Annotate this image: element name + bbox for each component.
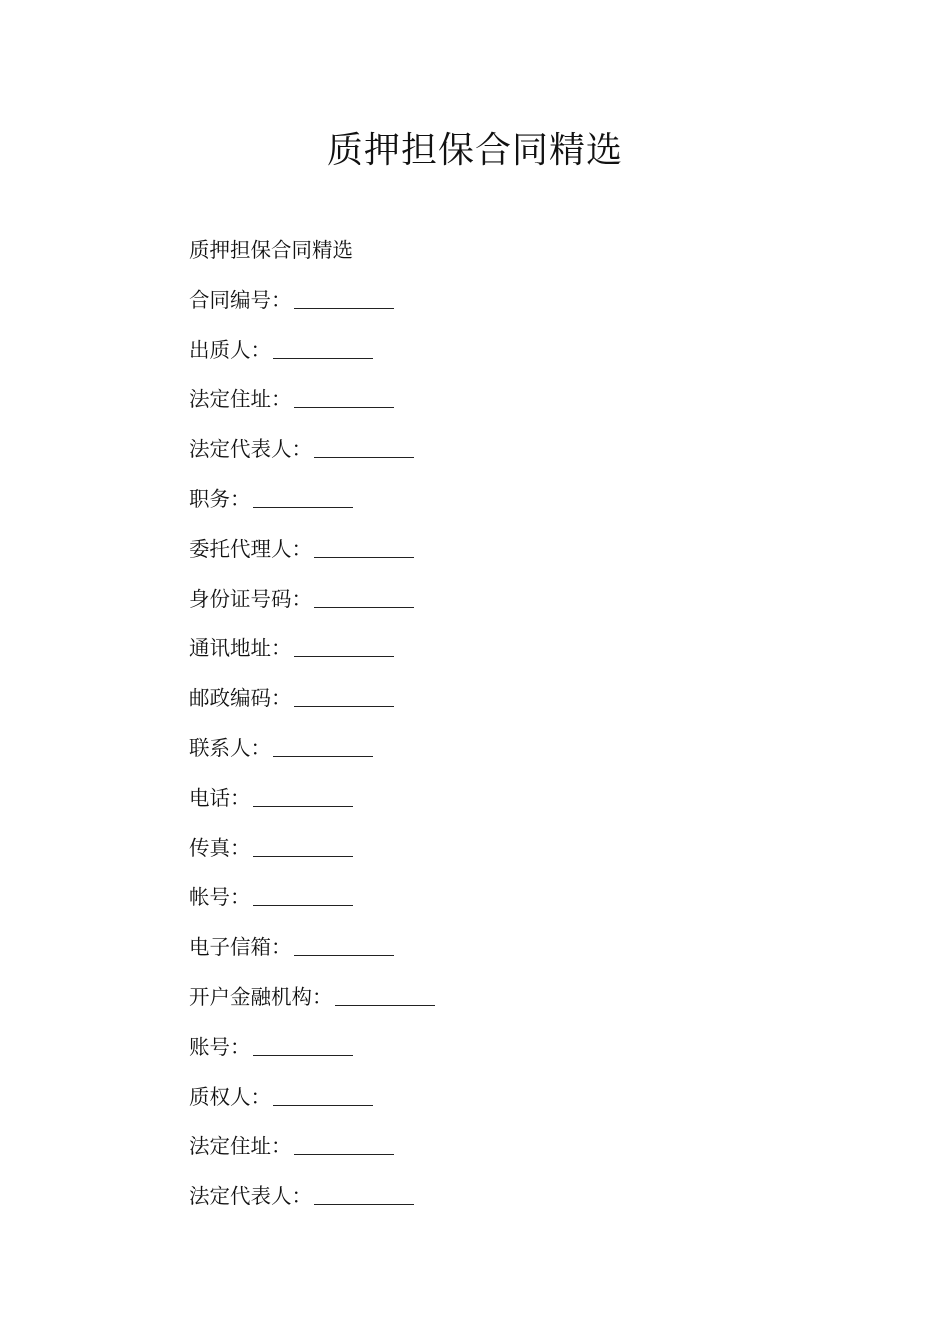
legal-representative-line: [189, 430, 829, 480]
line-label: 联系人：: [189, 735, 271, 760]
line-label: 通讯地址：: [189, 636, 292, 661]
fill-in-blank[interactable]: [314, 535, 414, 558]
account-number-line: [189, 1028, 829, 1078]
line-label: 合同编号：: [189, 287, 292, 312]
fill-in-blank[interactable]: [253, 883, 353, 906]
line-label: 电子信箱：: [189, 935, 292, 960]
account-line: [189, 878, 829, 928]
fill-in-blank[interactable]: [294, 1132, 394, 1155]
telephone-line: [189, 779, 829, 829]
id-number-line: [189, 580, 829, 630]
position-line: [189, 480, 829, 530]
pledgee-legal-representative-line: [189, 1177, 829, 1227]
postal-code-line: [189, 679, 829, 729]
line-label: 传真：: [189, 835, 251, 860]
line-label: 账号：: [189, 1034, 251, 1059]
fill-in-blank[interactable]: [314, 435, 414, 458]
line-label: 身份证号码：: [189, 586, 312, 611]
line-label: 法定住址：: [189, 1134, 292, 1159]
fill-in-blank[interactable]: [273, 734, 373, 757]
line-label: 电话：: [189, 785, 251, 810]
document-title: 质押担保合同精选: [326, 130, 623, 171]
email-line: [189, 928, 829, 978]
line-label: 质押担保合同精选: [189, 238, 353, 262]
fill-in-blank[interactable]: [273, 336, 373, 359]
fill-in-blank[interactable]: [273, 1083, 373, 1106]
fill-in-blank[interactable]: [294, 684, 394, 707]
fill-in-blank[interactable]: [294, 286, 394, 309]
fill-in-blank[interactable]: [253, 485, 353, 508]
line-label: 帐号：: [189, 885, 251, 910]
pledgee-line: [189, 1078, 829, 1128]
contact-person-line: [189, 729, 829, 779]
form-lines: [189, 231, 829, 1227]
fill-in-blank[interactable]: [294, 385, 394, 408]
bank-line: [189, 978, 829, 1028]
fill-in-blank[interactable]: [294, 634, 394, 657]
fill-in-blank[interactable]: [335, 983, 435, 1006]
fill-in-blank[interactable]: [294, 933, 394, 956]
document-subtitle: [189, 231, 829, 281]
fax-line: [189, 829, 829, 879]
line-label: 职务：: [189, 486, 251, 511]
line-label: 邮政编码：: [189, 686, 292, 711]
fill-in-blank[interactable]: [314, 1182, 414, 1205]
line-label: 法定住址：: [189, 387, 292, 412]
line-label: 法定代表人：: [189, 1184, 312, 1209]
legal-address-line: [189, 380, 829, 430]
pledgee-legal-address-line: [189, 1127, 829, 1177]
line-label: 委托代理人：: [189, 536, 312, 561]
fill-in-blank[interactable]: [253, 834, 353, 857]
mailing-address-line: [189, 629, 829, 679]
authorized-agent-line: [189, 530, 829, 580]
pledgor-line: [189, 331, 829, 381]
line-label: 法定代表人：: [189, 437, 312, 462]
contract-number-line: [189, 281, 829, 331]
line-label: 出质人：: [189, 337, 271, 362]
fill-in-blank[interactable]: [314, 585, 414, 608]
fill-in-blank[interactable]: [253, 784, 353, 807]
fill-in-blank[interactable]: [253, 1033, 353, 1056]
line-label: 开户金融机构：: [189, 984, 333, 1009]
line-label: 质权人：: [189, 1084, 271, 1109]
